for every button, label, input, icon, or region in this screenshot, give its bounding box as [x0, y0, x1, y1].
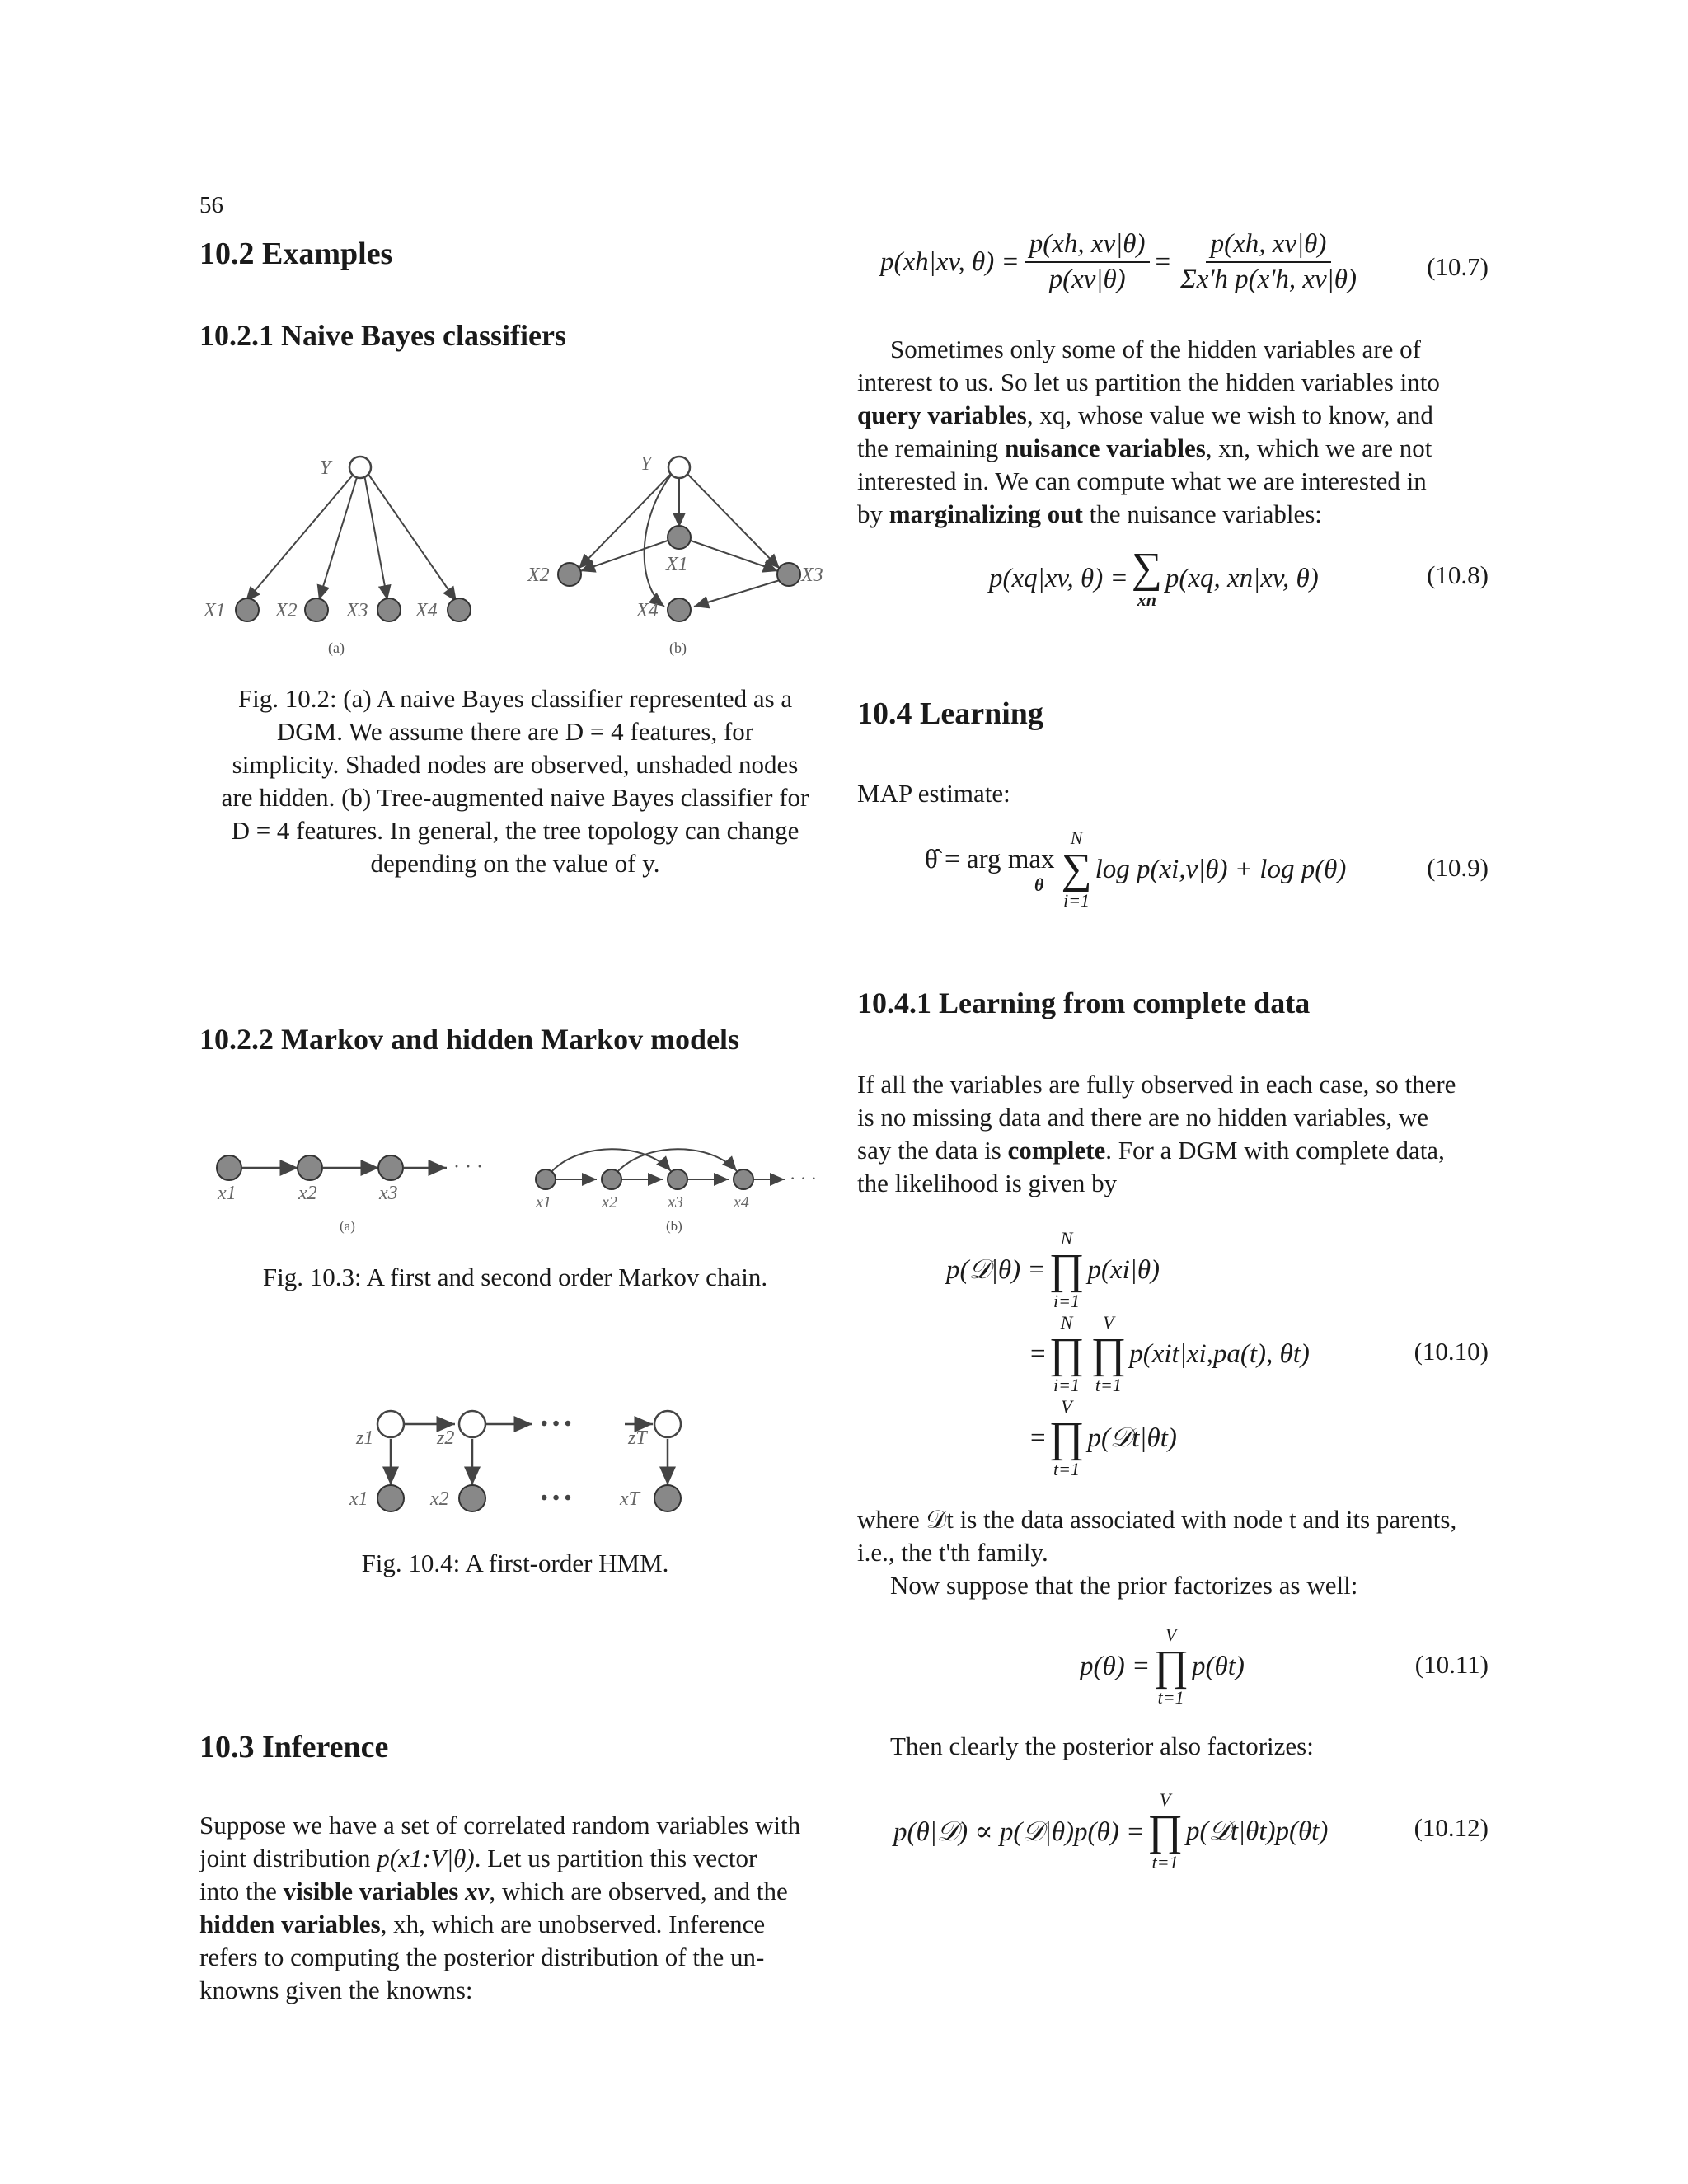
equation-number-10-7: (10.7)	[1427, 252, 1489, 281]
label-x1: X1	[666, 554, 688, 575]
ellipsis: · · ·	[790, 1168, 817, 1188]
equation-10-10-row-1: p(𝒟|θ) = N ∏ i=1 p(xi|θ)	[946, 1228, 1160, 1311]
label-xT: xT	[620, 1488, 640, 1510]
node-x3-observed	[377, 598, 401, 621]
node-xT-observed	[654, 1485, 681, 1511]
posterior-sentence: Then clearly the posterior also factorizes:	[890, 1732, 1314, 1760]
node-x1	[217, 1155, 241, 1180]
ellipsis: · · ·	[453, 1156, 483, 1178]
label-x4: x4	[734, 1193, 749, 1212]
node-x3	[668, 1169, 687, 1189]
label-x3: x3	[668, 1193, 683, 1212]
equation-10-10-row-3: = V ∏ t=1 p(𝒟t|θt)	[1030, 1396, 1177, 1479]
label-zT: zT	[628, 1427, 647, 1449]
label-x1: x1	[218, 1183, 237, 1204]
node-y-hidden	[349, 457, 371, 478]
figure-10-4-caption: Fig. 10.4: A first-order HMM.	[361, 1549, 669, 1577]
figure-10-3-panel-a	[217, 1155, 483, 1234]
node-x2-observed	[305, 598, 328, 621]
page-number: 56	[199, 192, 223, 218]
label-x3: X3	[346, 600, 368, 621]
equation-number-10-9: (10.9)	[1427, 853, 1489, 882]
figure-10-2-panel-b	[527, 453, 823, 657]
node-x2	[602, 1169, 621, 1189]
equation-number-10-12: (10.12)	[1414, 1813, 1489, 1842]
node-x1	[536, 1169, 556, 1189]
section-heading-10-2: 10.2 Examples	[199, 237, 393, 271]
equation-10-11: p(θ) = V ∏ t=1 p(θt)	[1080, 1624, 1245, 1708]
section-heading-10-4: 10.4 Learning	[857, 696, 1043, 731]
equation-number-10-11: (10.11)	[1414, 1650, 1489, 1679]
node-x1-observed	[668, 526, 691, 549]
node-x4-observed	[448, 598, 471, 621]
label-y: Y	[320, 457, 331, 479]
node-x1-observed	[236, 598, 259, 621]
equation-number-10-10: (10.10)	[1414, 1337, 1489, 1366]
figure-markov-chains	[199, 1141, 834, 1240]
ellipsis: • • •	[541, 1488, 572, 1509]
label-x4: X4	[636, 600, 659, 621]
figure-10-3-caption: Fig. 10.3: A first and second order Markov chain.	[262, 1263, 768, 1291]
section-heading-10-3: 10.3 Inference	[199, 1730, 389, 1765]
node-x4-observed	[668, 598, 691, 621]
label-x2: X2	[275, 600, 298, 621]
label-y: Y	[640, 453, 652, 475]
label-x4: X4	[415, 600, 438, 621]
node-x2-observed	[558, 563, 581, 586]
equation-number-10-8: (10.8)	[1427, 560, 1489, 589]
node-z1-hidden	[377, 1411, 404, 1437]
figure-10-2-panel-a	[203, 457, 471, 657]
panel-label-a: (a)	[328, 640, 345, 656]
panel-label-b: (b)	[669, 640, 687, 656]
label-x3: X3	[801, 565, 823, 586]
label-x2: x2	[430, 1488, 449, 1510]
equation-10-8: p(xq|xv, θ) = ∑ xn p(xq, xn|xv, θ)	[989, 545, 1319, 610]
label-z1: z1	[356, 1427, 374, 1449]
figure-10-2-caption: Fig. 10.2: (a) A naive Bayes classifier represented as a DGM. We assume there are D = 4 features, for simplicity. Shaded nodes are observed, unshaded nodes are hidden. (b) Tree-augmented naive Bayes classifier for D = 4 features. In general, the tree topology can change depending on the value of y.	[221, 684, 809, 878]
node-y-hidden	[668, 457, 690, 478]
label-x2: X2	[528, 565, 550, 586]
subsection-heading-10-2-1: 10.2.1 Naive Bayes classifiers	[199, 319, 566, 352]
label-x1: X1	[204, 600, 226, 621]
subsection-heading-10-4-1: 10.4.1 Learning from complete data	[857, 987, 1311, 1019]
node-x3	[378, 1155, 403, 1180]
inference-paragraph: Suppose we have a set of correlated random variables with joint distribution p(x1:V|θ). Let us partition this vector into the visible variables xv, which are observed, and the hidden variables, xh, which are unobserved. Inference refers to computing the posterior distribution of the un- knowns given the knowns:	[199, 1811, 801, 2004]
panel-label-a: (a)	[340, 1218, 355, 1234]
equation-10-7: p(xh|xv, θ) = $\frac{p(xh, xv|\theta)}{p(xv|\theta)}$ = $\frac{p(xh, xv|\theta)}{\text{Σx'h p(x'h, xv|θ)}}$	[880, 229, 1357, 294]
equation-10-9: θ̂ = arg max θ N ∑ i=1 log p(xi,v|θ) + log p(θ)	[925, 827, 1347, 911]
panel-label-b: (b)	[666, 1218, 682, 1234]
subsection-heading-10-2-2: 10.2.2 Markov and hidden Markov models	[199, 1023, 740, 1056]
figure-hmm	[330, 1393, 709, 1516]
node-z2-hidden	[459, 1411, 485, 1437]
label-x2: x2	[602, 1193, 617, 1212]
equation-10-10-row-2: = N ∏ i=1 V ∏ t=1 p(xit|xi,pa(t), θt)	[1030, 1312, 1310, 1395]
complete-data-paragraph: If all the variables are fully observed in each case, so there is no missing data and there are no hidden variables, we say the data is complete. For a DGM with complete data, the likelihood is given by	[857, 1070, 1456, 1197]
ellipsis: • • •	[541, 1413, 572, 1435]
equation-10-10	[946, 1228, 1358, 1480]
query-nuisance-paragraph: Sometimes only some of the hidden variables are of interest to us. So let us partition the hidden variables into query variables, xq, whose value we wish to know, and the remaining nuisance variables, xn, which we are not interested in. We can compute what we are interested in by marginalizing out the nuisance variables:	[857, 335, 1440, 528]
label-z2: z2	[437, 1427, 455, 1449]
family-paragraph: where 𝒟t is the data associated with node t and its parents, i.e., the t'th family. Now suppose that the prior factorizes as well:	[857, 1505, 1457, 1600]
figure-naive-bayes	[191, 445, 834, 668]
label-x1: x1	[349, 1488, 368, 1510]
equation-10-12: p(θ|𝒟) ∝ p(𝒟|θ)p(θ) = V ∏ t=1 p(𝒟t|θt)p(θt)	[893, 1789, 1329, 1872]
node-zT-hidden	[654, 1411, 681, 1437]
label-x1: x1	[536, 1193, 551, 1212]
node-x4	[734, 1169, 753, 1189]
node-x2	[298, 1155, 322, 1180]
map-estimate-label: MAP estimate:	[857, 779, 1010, 808]
node-x3-observed	[777, 563, 800, 586]
label-x2: x2	[298, 1183, 317, 1204]
node-x1-observed	[377, 1485, 404, 1511]
label-x3: x3	[379, 1183, 398, 1204]
figure-10-3-panel-b	[535, 1149, 817, 1234]
node-x2-observed	[459, 1485, 485, 1511]
